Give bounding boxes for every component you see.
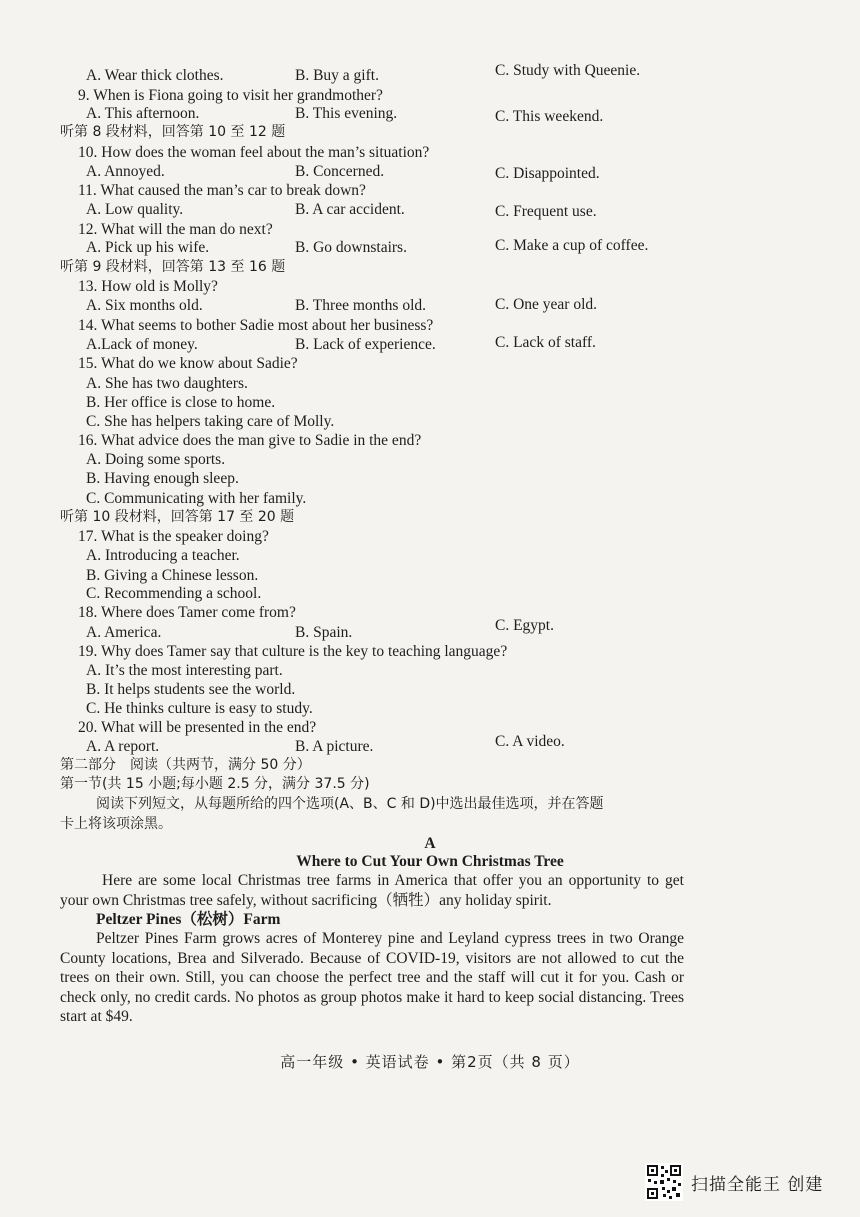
options-line — [0, 566, 860, 585]
options-line — [0, 733, 860, 756]
listening-section-heading: 听第 9 段材料，回答第 13 至 16 题 — [60, 259, 286, 275]
option-a: A.Lack of money. — [86, 336, 198, 353]
watermark-text: 扫描全能王 创建 — [691, 1174, 824, 1195]
options-line — [0, 393, 860, 412]
option-a: A. Annoyed. — [86, 163, 165, 180]
instructions-line-1: 阅读下列短文，从每题所给的四个选项(A、B、C 和 D)中选出最佳选项，并在答题 — [96, 796, 604, 812]
option-b: B. A car accident. — [295, 201, 405, 218]
question-line — [0, 431, 860, 450]
option-a: A. America. — [86, 624, 162, 641]
option-a: B. Giving a Chinese lesson. — [86, 567, 259, 584]
intro-paragraph: Here are some local Christmas tree farms in America that offer you an opportunity to get your own Christmas tree safely, without sacrificing（牺牲）any holiday spirit. — [60, 872, 684, 909]
option-b: B. Go downstairs. — [295, 239, 407, 256]
option-c: C. Disappointed. — [495, 165, 600, 182]
question-line — [0, 527, 860, 546]
options-line — [0, 412, 860, 431]
section-heading — [0, 123, 860, 142]
options-line — [0, 469, 860, 488]
options-line — [0, 374, 860, 393]
option-a: B. It helps students see the world. — [86, 681, 296, 698]
question-line — [0, 86, 860, 105]
options-line — [0, 450, 860, 469]
passage-label: A — [424, 835, 436, 852]
options-line — [0, 238, 860, 257]
question-text: 12. What will the man do next? — [78, 221, 273, 238]
option-a: C. She has helpers taking care of Molly. — [86, 413, 335, 430]
passage-title: Where to Cut Your Own Christmas Tree — [296, 853, 564, 870]
option-a: A. It’s the most interesting part. — [86, 662, 283, 679]
page-footer: 高一年级 • 英语试卷 • 第2页（共 8 页） — [280, 1053, 580, 1071]
question-text: 10. How does the woman feel about the man’s situation? — [78, 144, 430, 161]
option-a: C. Recommending a school. — [86, 585, 262, 602]
option-c: C. Study with Queenie. — [495, 62, 641, 79]
option-b: B. Spain. — [295, 624, 353, 641]
option-c: C. Egypt. — [495, 617, 554, 634]
question-line — [0, 603, 860, 622]
section1-title: 第一节(共 15 小题;每小题 2.5 分，满分 37.5 分) — [60, 776, 370, 792]
option-c: C. A video. — [495, 733, 565, 750]
question-text: 11. What caused the man’s car to break down? — [78, 182, 366, 199]
options-line — [0, 489, 860, 508]
option-a: C. He thinks culture is easy to study. — [86, 700, 313, 717]
question-line — [0, 181, 860, 200]
option-a: A. Introducing a teacher. — [86, 547, 240, 564]
question-line — [0, 642, 860, 661]
section-heading — [0, 258, 860, 277]
part2-title: 第二部分 阅读（共两节，满分 50 分） — [60, 757, 311, 773]
options-line — [0, 661, 860, 680]
option-a: A. Pick up his wife. — [86, 239, 210, 256]
options-line — [0, 162, 860, 181]
option-a: B. Having enough sleep. — [86, 470, 239, 487]
question-line — [0, 220, 860, 239]
question-text: 20. What will be presented in the end? — [78, 719, 317, 736]
question-text: 15. What do we know about Sadie? — [78, 355, 298, 372]
qr-code-icon — [645, 1163, 683, 1201]
option-c: C. Frequent use. — [495, 203, 597, 220]
listening-section-heading: 听第 8 段材料，回答第 10 至 12 题 — [60, 124, 286, 140]
question-text: 17. What is the speaker doing? — [78, 528, 269, 545]
listening-section-heading: 听第 10 段材料，回答第 17 至 20 题 — [60, 509, 295, 525]
options-line — [0, 546, 860, 565]
options-line — [0, 617, 860, 642]
question-text: 18. Where does Tamer come from? — [78, 604, 296, 621]
question-text: 13. How old is Molly? — [78, 278, 218, 295]
options-line — [0, 680, 860, 699]
option-c: C. This weekend. — [495, 108, 604, 125]
option-a: A. She has two daughters. — [86, 375, 248, 392]
option-a: C. Communicating with her family. — [86, 490, 307, 507]
question-text: 9. When is Fiona going to visit her grandmother? — [78, 87, 383, 104]
option-a: B. Her office is close to home. — [86, 394, 276, 411]
options-line — [0, 584, 860, 603]
option-a: A. Wear thick clothes. — [86, 67, 224, 84]
farm-paragraph: Peltzer Pines Farm grows acres of Monterey pine and Leyland cypress trees in two Orange County locations, Brea and Silverado. Because of COVID-19, visitors are not allowed to cut the trees on their own. Still, you can choose the perfect tree and the staff will cut it for you. Cash or check only, no credit cards. No photos as group photos make it hard to keep social distancing. Trees start at $49. — [60, 930, 684, 1025]
option-b: B. Three months old. — [295, 297, 427, 314]
option-c: C. One year old. — [495, 296, 598, 313]
question-text: 16. What advice does the man give to Sadie in the end? — [78, 432, 422, 449]
option-b: B. Lack of experience. — [295, 336, 436, 353]
options-line — [0, 104, 860, 123]
question-line — [0, 143, 860, 162]
question-text: 14. What seems to bother Sadie most about her business? — [78, 317, 434, 334]
instructions-line-2: 卡上将该项涂黑。 — [60, 816, 172, 832]
option-a: A. Low quality. — [86, 201, 184, 218]
farm-heading: Peltzer Pines（松树）Farm — [96, 911, 281, 928]
option-a: A. Doing some sports. — [86, 451, 226, 468]
options-line — [0, 62, 860, 85]
question-line — [0, 718, 860, 737]
question-line — [0, 277, 860, 296]
option-c: C. Make a cup of coffee. — [495, 237, 649, 254]
question-line — [0, 354, 860, 373]
option-b: B. Buy a gift. — [295, 67, 379, 84]
option-b: B. This evening. — [295, 105, 398, 122]
option-a: A. A report. — [86, 738, 160, 755]
option-a: A. Six months old. — [86, 297, 203, 314]
option-a: A. This afternoon. — [86, 105, 200, 122]
options-line — [0, 335, 860, 354]
option-b: B. A picture. — [295, 738, 374, 755]
option-b: B. Concerned. — [295, 163, 385, 180]
options-line — [0, 296, 860, 315]
section-heading — [0, 508, 860, 527]
question-text: 19. Why does Tamer say that culture is the key to teaching language? — [78, 643, 508, 660]
options-line — [0, 200, 860, 219]
scanner-watermark — [645, 1162, 845, 1202]
options-line — [0, 699, 860, 718]
option-c: C. Lack of staff. — [495, 334, 596, 351]
question-line — [0, 316, 860, 335]
